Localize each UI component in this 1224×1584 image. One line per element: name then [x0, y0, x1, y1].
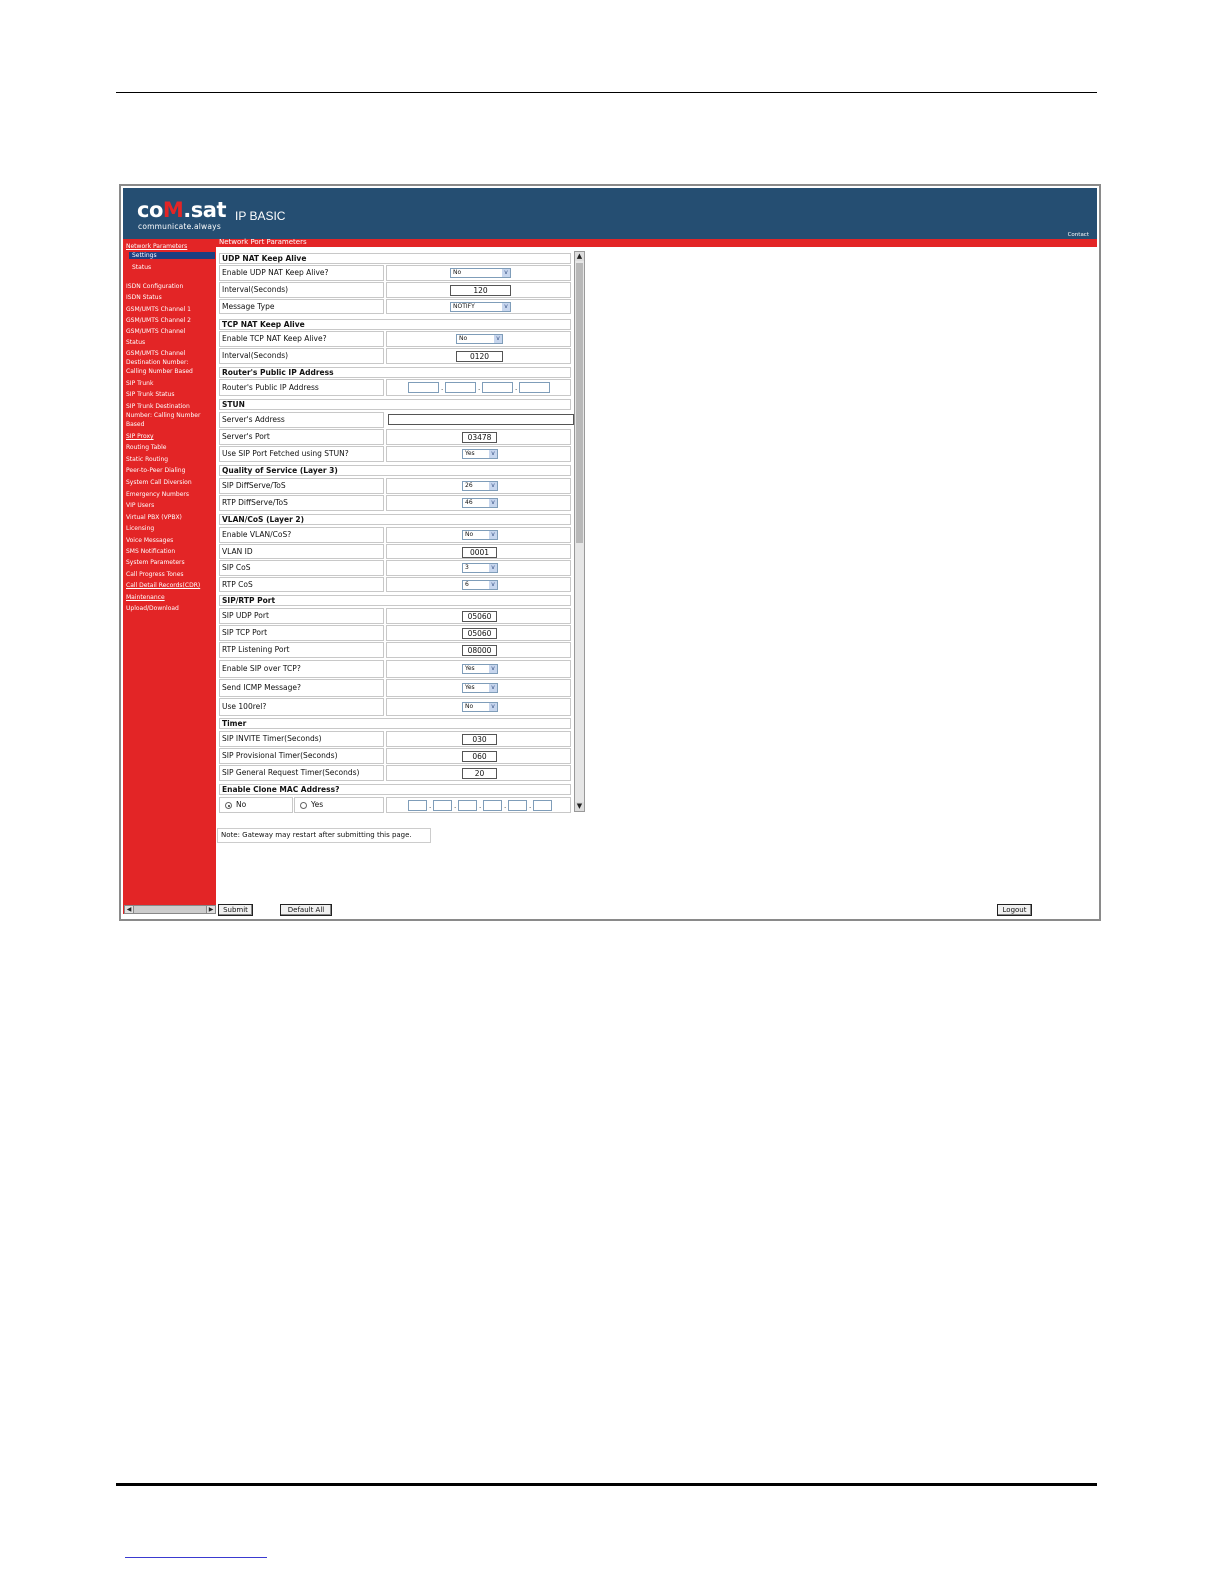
mac-octet-3[interactable]: [458, 800, 477, 811]
sidebar-item[interactable]: SIP Trunk Status: [126, 391, 175, 398]
row-rtp-port: [219, 642, 571, 658]
timer-prov-input[interactable]: 060: [462, 751, 497, 762]
row-tcp-enable: [219, 331, 571, 347]
sidebar-item[interactable]: GSM/UMTS Channel: [126, 328, 186, 335]
row-vlan-id: [219, 544, 571, 559]
sidebar-item[interactable]: Destination Number:: [126, 359, 189, 366]
sidebar-item[interactable]: ISDN Status: [126, 294, 162, 301]
field-label: Server's Port: [219, 429, 384, 445]
field-label: Send ICMP Message?: [219, 679, 384, 697]
timer-invite-input[interactable]: 030: [462, 734, 497, 745]
timer-general-input[interactable]: 20: [462, 768, 497, 779]
sidebar-scrollbar[interactable]: [124, 905, 216, 914]
scroll-left-icon[interactable]: ◀: [125, 906, 134, 913]
vlan-sipcos-select[interactable]: 3 v: [462, 563, 498, 573]
footer-link-underline: [125, 1557, 267, 1558]
mac-dot: .: [529, 802, 532, 810]
section-router-ip: Router's Public IP Address: [219, 367, 571, 378]
field-label: SIP General Request Timer(Seconds): [219, 765, 384, 781]
chevron-down-icon: v: [489, 482, 497, 490]
sidebar-item[interactable]: ISDN Configuration: [126, 283, 184, 290]
field-label: Enable VLAN/CoS?: [219, 527, 384, 543]
field-label: Enable TCP NAT Keep Alive?: [219, 331, 384, 347]
sidebar-item[interactable]: Licensing: [126, 525, 155, 532]
restart-note: Note: Gateway may restart after submitting this page.: [217, 828, 431, 843]
sidebar-item[interactable]: Static Routing: [126, 456, 169, 463]
section-stun: STUN: [219, 399, 571, 410]
scroll-thumb[interactable]: [576, 263, 583, 543]
row-udp-enable: [219, 265, 571, 281]
sidebar-item[interactable]: Routing Table: [126, 444, 167, 451]
mac-dot: .: [504, 802, 507, 810]
row-qos-sip: [219, 478, 571, 494]
rel-select[interactable]: No v: [462, 702, 498, 712]
router-ip-octet-2[interactable]: [445, 382, 476, 393]
sidebar-item[interactable]: Emergency Numbers: [126, 491, 189, 498]
row-tcp-interval: [219, 348, 571, 364]
sidebar-item[interactable]: Number: Calling Number: [126, 412, 201, 419]
submit-button[interactable]: Submit: [218, 904, 253, 916]
field-label: RTP DiffServe/ToS: [219, 495, 384, 511]
tcp-interval-input[interactable]: 0120: [456, 351, 503, 362]
sip-udp-input[interactable]: 05060: [462, 611, 497, 622]
mac-dot: .: [429, 802, 432, 810]
row-udp-interval: [219, 282, 571, 298]
sidebar-item[interactable]: Status: [132, 264, 152, 271]
row-timer-general: [219, 765, 571, 781]
row-icmp: [219, 679, 571, 697]
row-sip-udp: [219, 608, 571, 624]
sidebar-item[interactable]: GSM/UMTS Channel 2: [126, 317, 191, 324]
sidebar-item[interactable]: Status: [126, 339, 146, 346]
stun-use-select[interactable]: Yes v: [462, 449, 498, 459]
chevron-down-icon: v: [489, 564, 497, 572]
sidebar-item[interactable]: System Call Diversion: [126, 479, 192, 486]
row-router-ip: [219, 379, 571, 396]
field-label: SIP INVITE Timer(Seconds): [219, 731, 384, 747]
sidebar-item[interactable]: Maintenance: [126, 594, 165, 601]
sidebar-item[interactable]: SMS Notification: [126, 548, 176, 555]
row-stun-address: [219, 412, 571, 428]
clone-no-label: No: [236, 800, 247, 809]
field-label: VLAN ID: [219, 544, 384, 559]
sidebar-item[interactable]: System Parameters: [126, 559, 185, 566]
form-scrollbar[interactable]: [574, 251, 585, 812]
qos-rtp-select[interactable]: 46 v: [462, 498, 498, 508]
sip-overtcp-select[interactable]: Yes v: [462, 664, 498, 674]
page-heading: Network Port Parameters: [219, 238, 307, 246]
sidebar-item[interactable]: GSM/UMTS Channel: [126, 350, 186, 357]
field-label: SIP UDP Port: [219, 608, 384, 624]
field-label: SIP Provisional Timer(Seconds): [219, 748, 384, 764]
field-label: SIP CoS: [219, 560, 384, 576]
field-label: Router's Public IP Address: [219, 379, 384, 396]
rtp-port-input[interactable]: 08000: [462, 645, 497, 656]
sidebar-item[interactable]: Upload/Download: [126, 605, 179, 612]
row-stun-use: [219, 446, 571, 462]
field-label: Message Type: [219, 299, 384, 314]
sidebar-item[interactable]: Voice Messages: [126, 537, 174, 544]
section-sip-rtp: SIP/RTP Port: [219, 595, 571, 606]
ip-dot: .: [515, 384, 518, 392]
icmp-select[interactable]: Yes v: [462, 683, 498, 693]
field-label: Interval(Seconds): [219, 348, 384, 364]
mac-octet-4[interactable]: [483, 800, 502, 811]
clone-no-radio[interactable]: [225, 802, 232, 809]
sidebar-item[interactable]: Network Parameters: [126, 243, 188, 250]
field-label: SIP TCP Port: [219, 625, 384, 641]
default-all-button[interactable]: Default All: [280, 904, 332, 916]
row-timer-prov: [219, 748, 571, 764]
field-label: RTP Listening Port: [219, 642, 384, 658]
sidebar-item[interactable]: Peer-to-Peer Dialing: [126, 467, 186, 474]
mac-octet-1[interactable]: [408, 800, 427, 811]
chevron-down-icon: v: [489, 684, 497, 692]
vlan-rtpcos-select[interactable]: 6 v: [462, 580, 498, 590]
field-label: SIP DiffServe/ToS: [219, 478, 384, 494]
router-ip-octet-1[interactable]: [408, 382, 439, 393]
sip-tcp-input[interactable]: 05060: [462, 628, 497, 639]
udp-interval-input[interactable]: 120: [450, 285, 511, 296]
chevron-down-icon: v: [489, 450, 497, 458]
row-sip-tcp: [219, 625, 571, 641]
chevron-down-icon: v: [489, 531, 497, 539]
comsat-logo: coM.sat: [137, 198, 226, 222]
row-qos-rtp: [219, 495, 571, 511]
clone-no-option[interactable]: [219, 797, 293, 813]
sidebar-item[interactable]: SIP Trunk Destination: [126, 403, 190, 410]
row-vlan-rtpcos: [219, 577, 571, 592]
vlan-enable-select[interactable]: No v: [462, 530, 498, 540]
sidebar-item[interactable]: Call Detail Records(CDR): [126, 582, 201, 589]
logo-tagline: communicate.always: [138, 222, 221, 231]
ip-dot: .: [478, 384, 481, 392]
chevron-down-icon: v: [489, 665, 497, 673]
row-sip-overtcp: [219, 660, 571, 678]
udp-msgtype-select[interactable]: NOTIFY v: [450, 302, 511, 312]
page-footer-rule: [116, 1483, 1097, 1486]
row-stun-port: [219, 429, 571, 445]
section-qos: Quality of Service (Layer 3): [219, 465, 571, 476]
sidebar-item[interactable]: Calling Number Based: [126, 368, 193, 375]
field-label: Enable SIP over TCP?: [219, 660, 384, 678]
scroll-right-icon[interactable]: ▶: [206, 906, 215, 913]
field-label: Server's Address: [219, 412, 384, 428]
mac-octet-6[interactable]: [533, 800, 552, 811]
row-clone-mac: [219, 797, 571, 813]
mac-octet-2[interactable]: [433, 800, 452, 811]
chevron-down-icon: v: [502, 303, 510, 311]
chevron-down-icon: v: [502, 269, 510, 277]
field-label: Interval(Seconds): [219, 282, 384, 298]
page-header-rule: [116, 92, 1097, 93]
sidebar-item[interactable]: GSM/UMTS Channel 1: [126, 306, 191, 313]
vlan-id-input[interactable]: 0001: [462, 547, 497, 558]
udp-enable-select[interactable]: No v: [450, 268, 511, 278]
stun-address-input[interactable]: [388, 414, 574, 425]
sidebar-item[interactable]: Settings: [129, 252, 215, 259]
section-timer: Timer: [219, 718, 571, 729]
chevron-down-icon: v: [489, 499, 497, 507]
field-label: Use 100rel?: [219, 698, 384, 716]
router-ip-octet-3[interactable]: [482, 382, 513, 393]
section-clone-mac: Enable Clone MAC Address?: [219, 784, 571, 795]
stun-port-input[interactable]: 03478: [462, 432, 497, 443]
clone-yes-radio[interactable]: [300, 802, 307, 809]
sidebar-item[interactable]: SIP Trunk: [126, 380, 154, 387]
page-heading-bar: [123, 239, 1097, 247]
sidebar-item[interactable]: SIP Proxy: [126, 433, 154, 440]
sidebar-nav: [123, 239, 216, 914]
tcp-enable-select[interactable]: No v: [456, 334, 503, 344]
section-tcp-nat: TCP NAT Keep Alive: [219, 319, 571, 330]
scroll-down-icon[interactable]: ▼: [576, 802, 583, 810]
qos-sip-select[interactable]: 26 v: [462, 481, 498, 491]
contact-link[interactable]: Contact: [1067, 232, 1089, 238]
section-vlan: VLAN/CoS (Layer 2): [219, 514, 571, 525]
chevron-down-icon: v: [489, 703, 497, 711]
mac-dot: .: [479, 802, 482, 810]
sidebar-item[interactable]: VIP Users: [126, 502, 155, 509]
field-label: RTP CoS: [219, 577, 384, 592]
router-ip-octet-4[interactable]: [519, 382, 550, 393]
row-timer-invite: [219, 731, 571, 747]
section-udp-nat: UDP NAT Keep Alive: [219, 253, 571, 264]
gateway-screenshot: [119, 184, 1101, 921]
sidebar-item[interactable]: Based: [126, 421, 145, 428]
app-title: IP BASIC: [235, 209, 286, 223]
clone-yes-label: Yes: [311, 800, 324, 809]
scroll-up-icon[interactable]: ▲: [576, 252, 583, 260]
row-vlan-enable: [219, 527, 571, 543]
sidebar-item[interactable]: Call Progress Tones: [126, 571, 184, 578]
mac-octet-5[interactable]: [508, 800, 527, 811]
clone-yes-option[interactable]: [294, 797, 384, 813]
row-vlan-sipcos: [219, 560, 571, 576]
logout-button[interactable]: Logout: [997, 904, 1032, 916]
row-udp-msgtype: [219, 299, 571, 314]
field-label: Enable UDP NAT Keep Alive?: [219, 265, 384, 281]
row-100rel: [219, 698, 571, 716]
mac-dot: .: [454, 802, 457, 810]
ip-dot: .: [441, 384, 444, 392]
chevron-down-icon: v: [494, 335, 502, 343]
sidebar-item[interactable]: Virtual PBX (VPBX): [126, 514, 182, 521]
chevron-down-icon: v: [489, 581, 497, 589]
header-banner: [123, 188, 1097, 239]
field-label: Use SIP Port Fetched using STUN?: [219, 446, 384, 462]
